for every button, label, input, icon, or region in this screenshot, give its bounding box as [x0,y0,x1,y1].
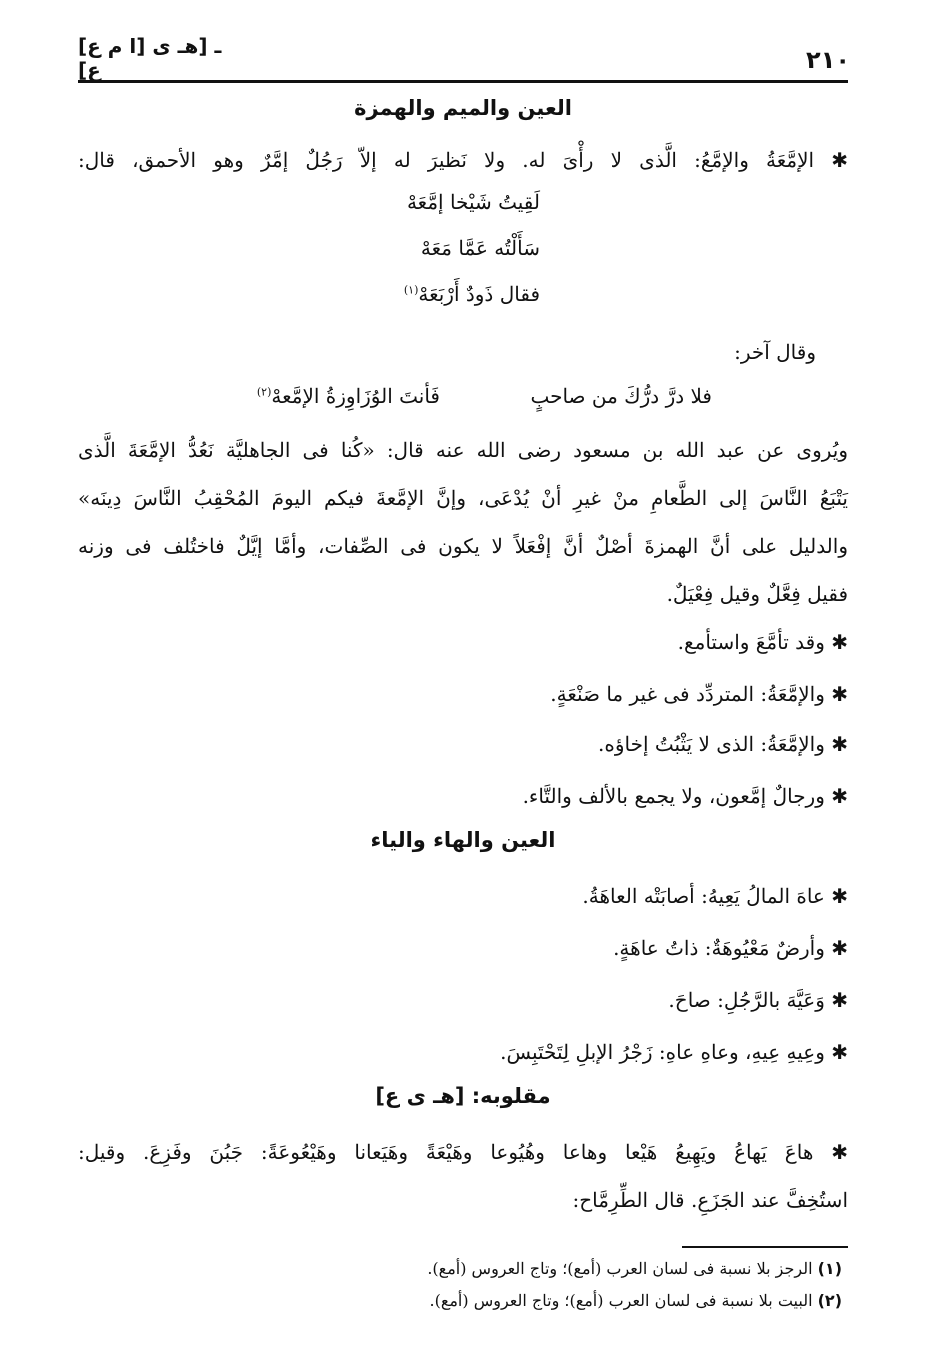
entry-haa-line2: استُخِفَّ عند الجَزَعِ. قال الطِّرِمَّاح: [572,1188,848,1212]
item-text: وَعَيَّهَ بالرَّجُلِ: صاحَ. [668,988,825,1012]
footnote-marker-2: (٢) [256,385,272,399]
list-item [78,980,848,1020]
header-root-letters: [ا م ع] ـ [هـ ى ع] [78,34,222,82]
verse-line-3 [404,282,540,306]
bullet-icon: ✱ [824,630,848,654]
header-rule [78,80,848,83]
paragraph-line-3: والدليل على أنَّ الهمزةَ أصْلٌ أنَّ إفْعَلاً لا يكون فى الصِّفات، وأمَّا إيَّلٌ فاختُلف فى وزنه [78,534,848,558]
list-item [78,876,848,916]
item-text: والإمَّعَةُ: الذى لا يَثْبُتُ إخاؤه. [598,732,825,756]
section-title-ain-ha-ya: العين والهاء والياء [370,828,556,852]
footnote-2 [78,1288,842,1314]
section-title-maqlub: مقلوبه: [هـ ى ع] [375,1084,551,1108]
verse-line-1: لَقِيتُ شَيْخا إمَّعَهْ [406,190,540,214]
item-text: وقد تأمَّعَ واستأمع. [677,630,825,654]
entry-text: هاعَ يَهاعُ ويَهِيعُ هَيْعا وهاعا وهُيُوعا وهَيْعَةً وهَيَعانا وهَيْعُوعَةً: جَبُنَ وفَزِعَ. وقيل: [78,1140,814,1164]
entry-text: الإمَّعَةُ والإمَّعُ: الَّذى لا رأْىَ له. ولا نَظيرَ له إلاّ رَجُلٌ إمَّرٌ وهو الأحمق، قال: [78,148,815,172]
bullet-icon: ✱ [824,1040,848,1064]
list-item [78,674,848,714]
list-item [78,724,848,764]
list-item [78,776,848,816]
poem-hemistich-2 [257,384,440,408]
footnote-text: الرجز بلا نسبة فى لسان العرب (أمع)؛ وتاج العروس (أمع). [427,1259,813,1278]
paragraph-line-2: يَتْبَعُ النَّاسَ إلى الطَّعامِ منْ غيرِ أنْ يُدْعَى، وإنَّ الإمَّعةَ فيكم اليومَ المُحْقِبُ النَّاسَ دِينَه» [78,486,848,510]
footnote-1 [78,1256,842,1282]
paragraph-line-1: ويُروى عن عبد الله بن مسعود رضى الله عنه قال: «كُنا فى الجاهليَّة نَعُدُّ الإمَّعَةَ الَّذى [78,438,848,462]
section-title-ain-mim-hamza: العين والميم والهمزة [354,96,572,120]
bullet-icon: ✱ [824,988,848,1012]
poem-hemistich-1: فلا درَّ درُّكَ من صاحبٍ [530,384,712,408]
bullet-icon: ✱ [824,884,848,908]
item-text: عاهَ المالُ يَعِيهُ: أصابَتْه العاهَةُ. [582,884,825,908]
bullet-icon: ✱ [824,682,848,706]
footnote-number: (٢) [817,1291,842,1310]
bullet-icon: ✱ [824,732,848,756]
list-item [78,928,848,968]
entry-imma-line1 [78,140,848,180]
list-item [78,1032,848,1072]
entry-haa-line1 [78,1132,848,1172]
footnote-marker-1: (١) [403,283,419,297]
verse-line-2: سَأَلْتُه عَمَّا مَعَهْ [420,236,540,260]
verse-text: فقال ذَودٌ أَرْبَعَهْ [418,282,540,306]
bullet-icon: ✱ [813,1140,848,1164]
other-poet-intro: وقال آخر: [734,340,816,364]
footnote-rule [682,1246,848,1248]
bullet-icon: ✱ [824,784,848,808]
item-text: والإمَّعَةُ: المتردِّد فى غير ما صَنْعَةٍ. [550,682,825,706]
footnote-number: (١) [817,1259,842,1278]
item-text: ورجالٌ إمَّعون، ولا يجمع بالألف والتَّاء. [522,784,825,808]
item-text: وأرضٌ مَعْيُوهَةٌ: ذاتُ عاهَةٍ. [613,936,825,960]
bullet-icon: ✱ [824,936,848,960]
footnote-text: البيت بلا نسبة فى لسان العرب (أمع)؛ وتاج العروس (أمع). [429,1291,813,1310]
item-text: وعِيهِ عِيهِ، وعاهِ عاهِ: زَجْرُ الإبلِ لِتَحْتَبِسَ. [500,1040,825,1064]
bullet-icon: ✱ [831,148,849,172]
list-item [78,622,848,662]
page-number: ٢١٠ [806,46,850,74]
hemistich-text: فَأنتَ الوُزَاوِزةُ الإمَّعهْ [271,384,440,408]
paragraph-line-4: فقيل فِعَّلٌ وقيل فِعْيَلٌ. [666,582,848,606]
